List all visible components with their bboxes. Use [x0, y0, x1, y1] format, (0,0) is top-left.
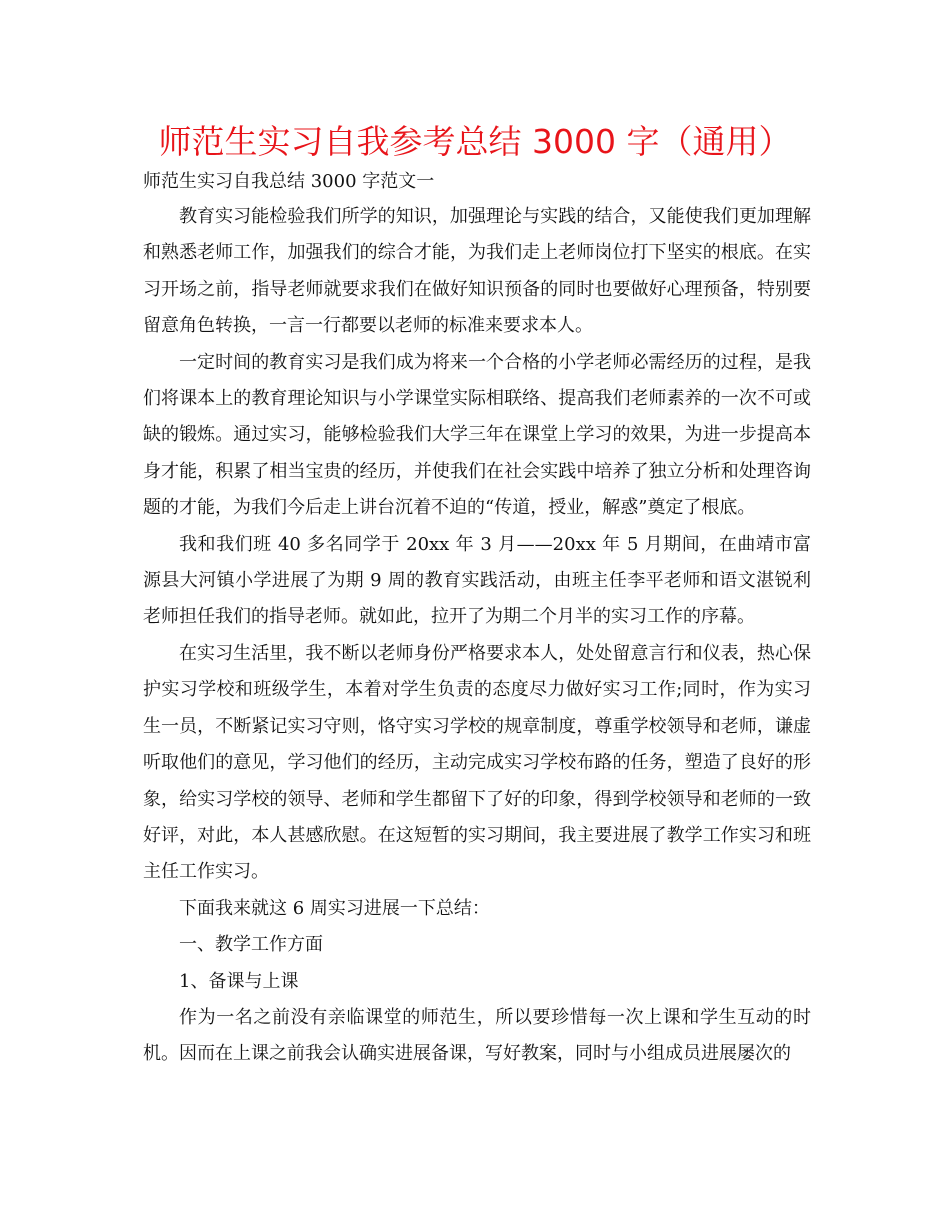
paragraph-intro: 教育实习能检验我们所学的知识，加强理论与实践的结合，又能使我们更加理解和熟悉老师工作，加强我们的综合才能，为我们走上老师岗位打下坚实的根底。在实习开场之前，指导老师就要求我们在做好知识预备的同时也要做好心理预备，特别要留意角色转换，一言一行都要以老师的标准来要求本人。 — [143, 206, 811, 337]
paragraph-schedule: 我和我们班 40 多名同学于 20xx 年 3 月——20xx 年 5 月期间，在曲靖市富源县大河镇小学进展了为期 9 周的教育实践活动，由班主任李平老师和语文湛锐利老师担任我们的指导老师。就如此，拉开了为期二个月半的实习工作的序幕。 — [143, 533, 811, 628]
paragraph-process: 一定时间的教育实习是我们成为将来一个合格的小学老师必需经历的过程，是我们将课本上的教育理论知识与小学课堂实际相联络、提高我们老师素养的一次不可或缺的锻炼。通过实习，能够检验我们大学三年在课堂上学习的效果，为进一步提高本身才能，积累了相当宝贵的经历，并使我们在社会实践中培养了独立分析和处理咨询题的才能，为我们今后走上讲台沉着不迫的“传道，授业，解惑”奠定了根底。 — [143, 351, 811, 519]
document-body — [143, 199, 811, 1073]
paragraph-summary-lead: 下面我来就这 6 周实习进展一下总结： — [179, 897, 490, 919]
section-heading-teaching: 一、教学工作方面 — [179, 934, 323, 956]
subsection-heading-lesson-prep: 1、备课与上课 — [179, 970, 299, 992]
paragraph-lesson-prep: 作为一名之前没有亲临课堂的师范生，所以要珍惜每一次上课和学生互动的时机。因而在上课之前我会认确实进展备课，写好教案，同时与小组成员进展屡次的 — [143, 1006, 811, 1065]
document-title: 师范生实习自我参考总结 3000 字（通用） — [158, 122, 792, 161]
document-subtitle: 师范生实习自我总结 3000 字范文一 — [143, 171, 435, 192]
paragraph-conduct: 在实习生活里，我不断以老师身份严格要求本人，处处留意言行和仪表，热心保护实习学校和班级学生，本着对学生负责的态度尽力做好实习工作;同时，作为实习生一员，不断紧记实习守则，恪守实习学校的规章制度，尊重学校领导和老师，谦虚听取他们的意见，学习他们的经历，主动完成实习学校布路的任务，塑造了良好的形象，给实习学校的领导、老师和学生都留下了好的印象，得到学校领导和老师的一致好评，对此，本人甚感欣慰。在这短暂的实习期间，我主要进展了教学工作实习和班主任工作实习。 — [143, 642, 811, 883]
